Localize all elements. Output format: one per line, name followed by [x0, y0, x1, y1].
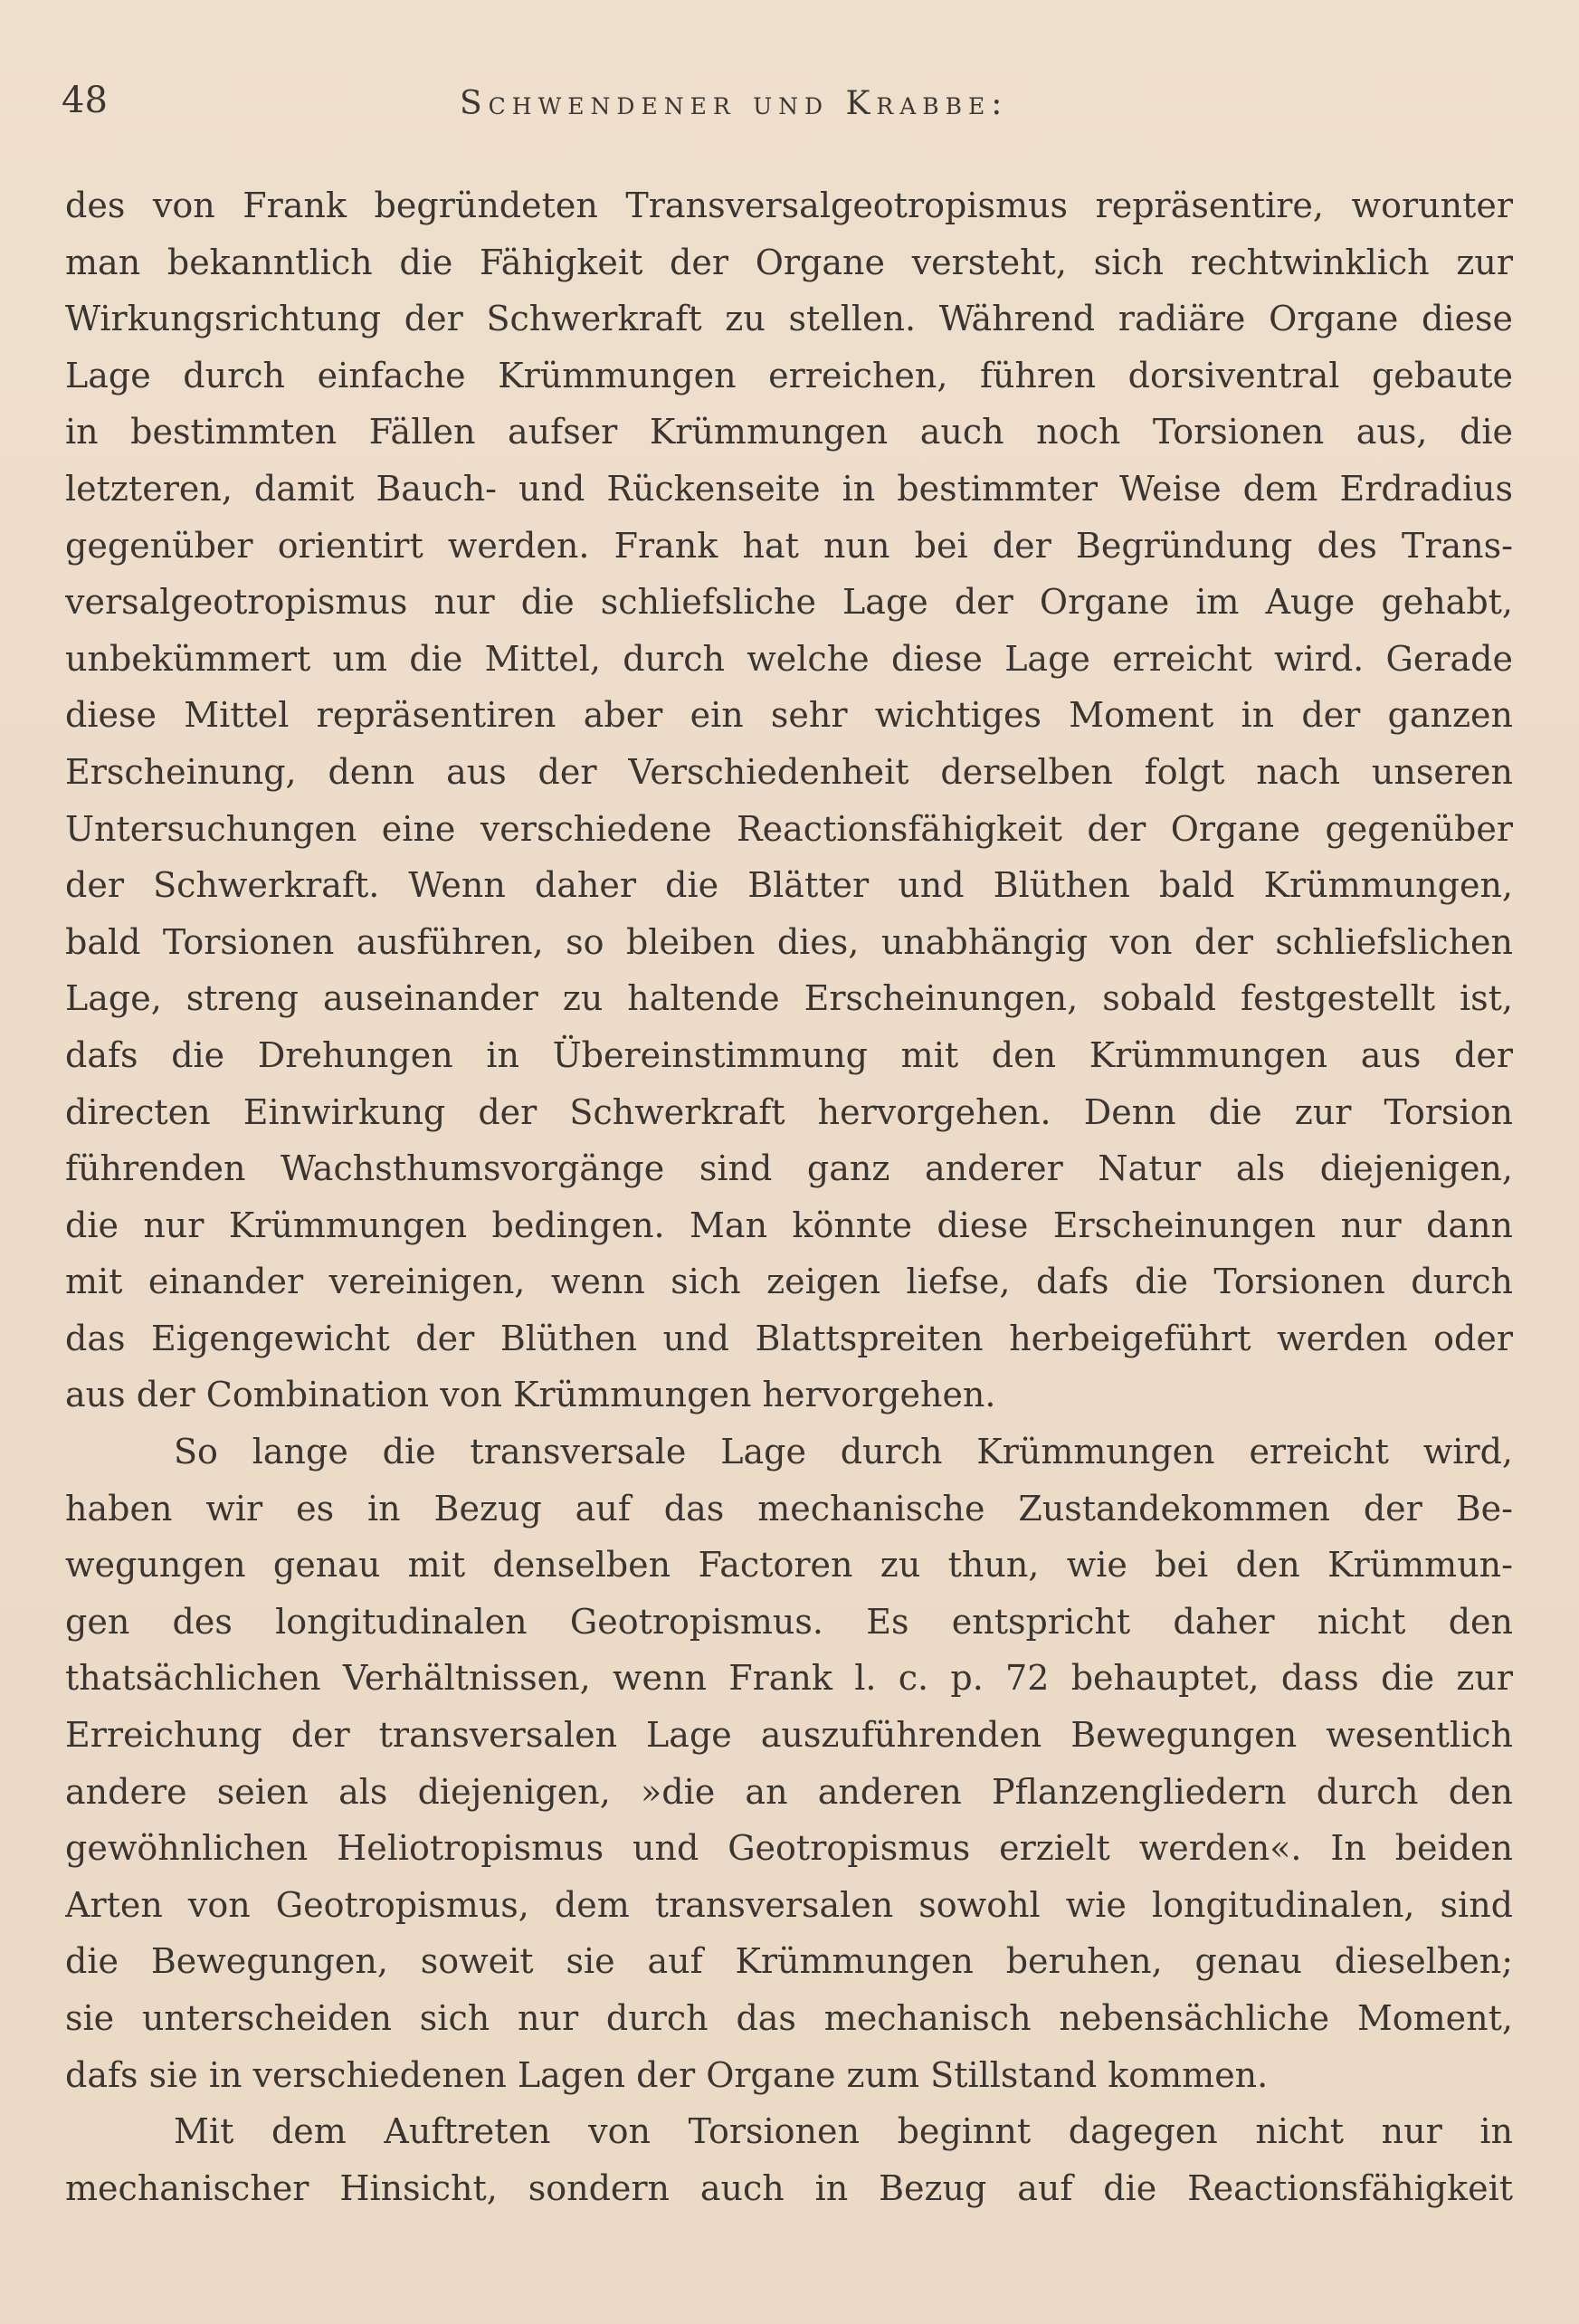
- text-line: wegungen genau mit denselben Factoren zu thun, wie bei den Krümmun-: [65, 1545, 1513, 1586]
- text-line: gewöhnlichen Heliotropismus und Geotropismus erzielt werden«. In beiden: [65, 1828, 1513, 1869]
- text-line: andere seien als diejenigen, »die an anderen Pflanzengliedern durch den: [65, 1771, 1513, 1812]
- text-line: aus der Combination von Krümmungen hervorgehen.: [65, 1375, 996, 1415]
- text-line: directen Einwirkung der Schwerkraft hervorgehen. Denn die zur Torsion: [65, 1091, 1513, 1132]
- text-line: sie unterscheiden sich nur durch das mechanisch nebensächliche Moment,: [65, 1998, 1513, 2038]
- text-line: Lage, streng auseinander zu haltende Erscheinungen, sobald festgestellt ist,: [65, 978, 1513, 1019]
- text-line: die nur Krümmungen bedingen. Man könnte diese Erscheinungen nur dann: [65, 1205, 1513, 1245]
- running-head: Schwendener und Krabbe:: [460, 85, 1009, 122]
- text-line: letzteren, damit Bauch- und Rückenseite in bestimmter Weise dem Erdradius: [65, 468, 1513, 509]
- text-line: mit einander vereinigen, wenn sich zeigen liefse, dafs die Torsionen durch: [65, 1262, 1513, 1302]
- text-line: Arten von Geotropismus, dem transversalen sowohl wie longitudinalen, sind: [65, 1884, 1513, 1925]
- text-line: bald Torsionen ausführen, so bleiben dies, unabhängig von der schliefslichen: [65, 921, 1513, 962]
- text-line: mechanischer Hinsicht, sondern auch in Bezug auf die Reactionsfähigkeit: [65, 2167, 1513, 2208]
- text-line: das Eigengewicht der Blüthen und Blattspreiten herbeigeführt werden oder: [65, 1318, 1513, 1358]
- text-line: Untersuchungen eine verschiedene Reactionsfähigkeit der Organe gegenüber: [65, 808, 1513, 849]
- body-text: [65, 177, 1513, 2216]
- page-number: 48: [62, 80, 108, 121]
- text-line: gen des longitudinalen Geotropismus. Es entspricht daher nicht den: [65, 1601, 1513, 1642]
- text-line: So lange die transversale Lage durch Krümmungen erreicht wird,: [174, 1432, 1513, 1472]
- text-line: der Schwerkraft. Wenn daher die Blätter und Blüthen bald Krümmungen,: [65, 865, 1513, 906]
- text-line: diese Mittel repräsentiren aber ein sehr wichtiges Moment in der ganzen: [65, 695, 1513, 736]
- text-line: Erreichung der transversalen Lage auszuführenden Bewegungen wesentlich: [65, 1715, 1513, 1756]
- text-line: gegenüber orientirt werden. Frank hat nun bei der Begründung des Trans-: [65, 525, 1513, 566]
- text-line: führenden Wachsthumsvorgänge sind ganz anderer Natur als diejenigen,: [65, 1148, 1513, 1189]
- text-line: dafs sie in verschiedenen Lagen der Organe zum Stillstand kommen.: [65, 2054, 1269, 2095]
- text-line: des von Frank begründeten Transversalgeotropismus repräsentire, worunter: [65, 186, 1513, 225]
- text-line: haben wir es in Bezug auf das mechanische Zustandekommen der Be-: [65, 1488, 1513, 1529]
- text-line: thatsächlichen Verhältnissen, wenn Frank l. c. p. 72 behauptet, dass die zur: [65, 1658, 1513, 1699]
- page-header: [62, 80, 1509, 134]
- text-line: die Bewegungen, soweit sie auf Krümmungen beruhen, genau dieselben;: [65, 1941, 1513, 1982]
- text-line: Mit dem Auftreten von Torsionen beginnt dagegen nicht nur in: [174, 2111, 1513, 2152]
- text-line: versalgeotropismus nur die schliefsliche Lage der Organe im Auge gehabt,: [65, 582, 1513, 623]
- text-line: Erscheinung, denn aus der Verschiedenheit derselben folgt nach unseren: [65, 751, 1513, 792]
- text-line: man bekanntlich die Fähigkeit der Organe versteht, sich rechtwinklich zur: [65, 242, 1513, 282]
- text-line: in bestimmten Fällen aufser Krümmungen auch noch Torsionen aus, die: [65, 412, 1513, 452]
- text-line: unbekümmert um die Mittel, durch welche diese Lage erreicht wird. Gerade: [65, 638, 1513, 679]
- text-line: Lage durch einfache Krümmungen erreichen, führen dorsiventral gebaute: [65, 355, 1513, 395]
- text-line: Wirkungsrichtung der Schwerkraft zu stellen. Während radiäre Organe diese: [65, 299, 1513, 339]
- text-line: dafs die Drehungen in Übereinstimmung mit den Krümmungen aus der: [65, 1034, 1513, 1075]
